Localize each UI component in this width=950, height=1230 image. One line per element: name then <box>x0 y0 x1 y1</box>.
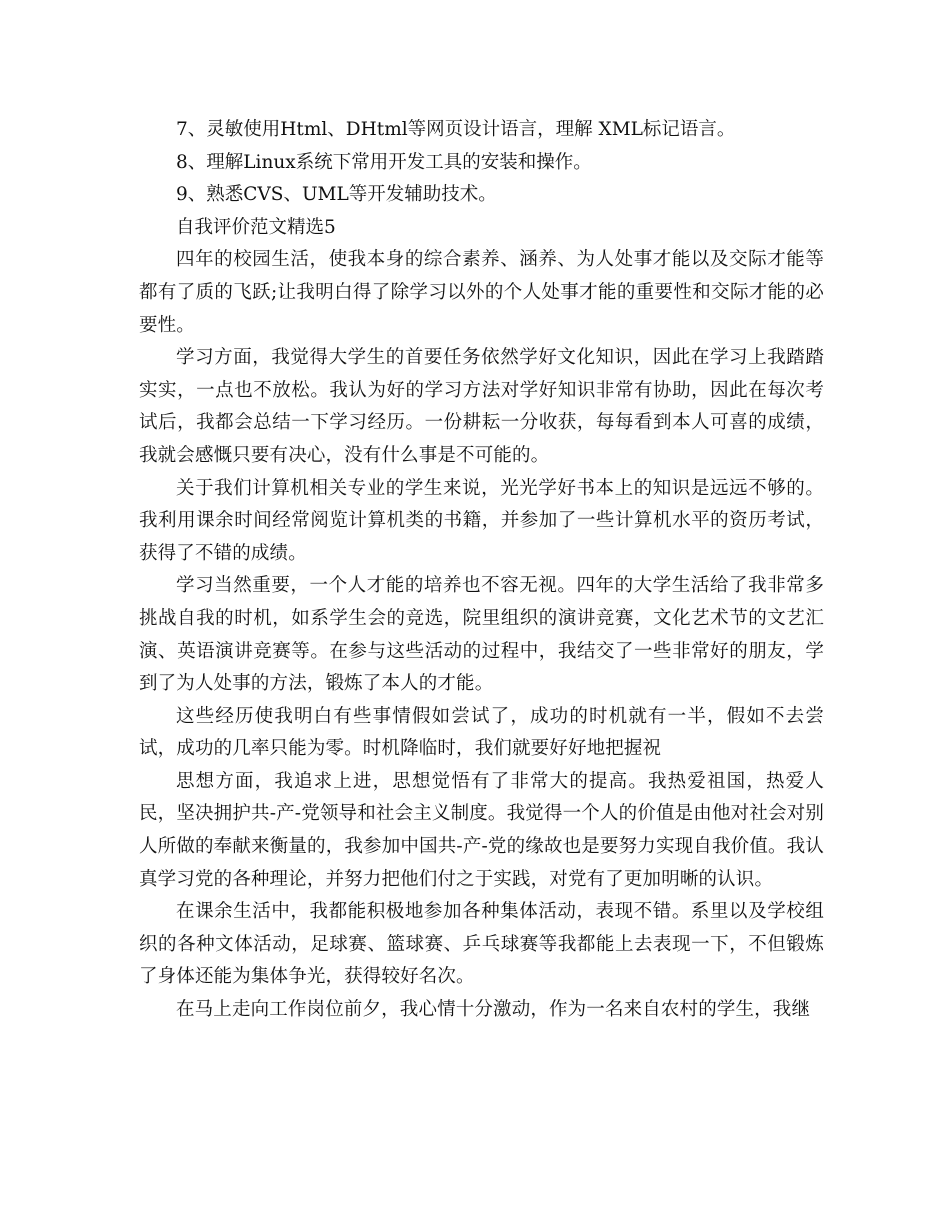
document-body <box>139 114 824 1027</box>
paragraph-extracurricular: 在课余生活中，我都能积极地参加各种集体活动，表现不错。系里以及学校组织的各种文体活动，足球赛、篮球赛、乒乓球赛等我都能上去表现一下，不但锻炼了身体还能为集体争光，获得较好名次。 <box>139 901 824 988</box>
paragraph-study: 学习方面，我觉得大学生的首要任务依然学好文化知识，因此在学习上我踏踏实实，一点也不放松。我认为好的学习方法对学好知识非常有协助，因此在每次考试后，我都会总结一下学习经历。一份耕耘一分收获，每每看到本人可喜的成绩，我就会感慨只要有决心，没有什么事是不可能的。 <box>139 347 824 466</box>
section-heading: 自我评价范文精选5 <box>176 216 336 238</box>
paragraph-campus-life: 四年的校园生活，使我本身的综合素养、涵养、为人处事才能以及交际才能等都有了质的飞跃;让我明白得了除学习以外的个人处事才能的重要性和交际才能的必要性。 <box>139 249 824 336</box>
paragraph-experience: 这些经历使我明白有些事情假如尝试了，成功的时机就有一半，假如不去尝试，成功的几率只能为零。时机降临时，我们就要好好地把握祝 <box>139 705 824 760</box>
skill-item-8: 8、理解Linux系统下常用开发工具的安装和操作。 <box>176 151 592 173</box>
paragraph-ability: 学习当然重要，一个人才能的培养也不容无视。四年的大学生活给了我非常多挑战自我的时机，如系学生会的竞选，院里组织的演讲竞赛，文化艺术节的文艺汇演、英语演讲竞赛等。在参与这些活动的过程中，我结交了一些非常好的朋友，学到了为人处事的方法，锻炼了本人的才能。 <box>139 575 824 695</box>
skill-item-7: 7、灵敏使用Html、DHtml等网页设计语言，理解 XML标记语言。 <box>176 119 736 140</box>
skill-item-9: 9、熟悉CVS、UML等开发辅助技术。 <box>176 184 497 206</box>
paragraph-career: 在马上走向工作岗位前夕，我心情十分激动，作为一名来自农村的学生，我继 <box>176 999 811 1021</box>
paragraph-computer-major: 关于我们计算机相关专业的学生来说，光光学好书本上的知识是远远不够的。我利用课余时间经常阅览计算机类的书籍，并参加了一些计算机水平的资历考试，获得了不错的成绩。 <box>139 477 824 564</box>
paragraph-ideology: 思想方面，我追求上进，思想觉悟有了非常大的提高。我热爱祖国，热爱人民，坚决拥护共-产-党领导和社会主义制度。我觉得一个人的价值是由他对社会对别人所做的奉献来衡量的，我参加中国共-产-党的缘故也是要努力实现自我价值。我认真学习党的各种理论，并努力把他们付之于实践，对党有了更加明晰的认识。 <box>139 770 824 890</box>
